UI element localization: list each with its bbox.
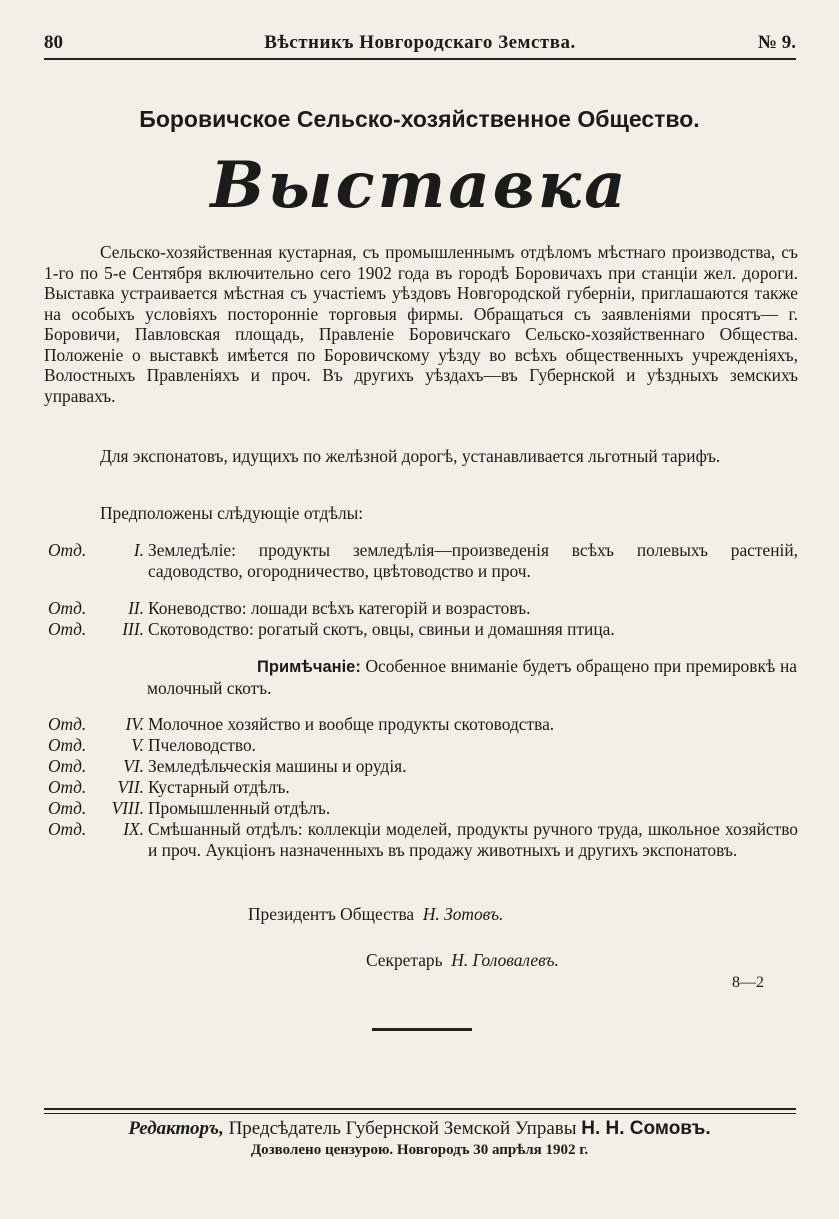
editor-line <box>0 1118 839 1140</box>
note-label: Примѣчаніе: <box>257 658 361 676</box>
section-text: Земледѣліе: продукты земледѣлія—произведенія всѣхъ полевыхъ растеній, садоводство, огородничество, цвѣтоводство и проч. <box>148 540 798 581</box>
section-7 <box>44 777 798 798</box>
section-3 <box>44 619 798 640</box>
section-5 <box>44 735 798 756</box>
section-label: Отд. <box>48 777 87 797</box>
section-text: Скотоводство: рогатый скотъ, овцы, свиньи и домашняя птица. <box>148 619 615 639</box>
section-number: V. <box>131 735 144 755</box>
section-number: VI. <box>123 756 144 776</box>
section-8 <box>44 798 798 819</box>
footer-rule <box>44 1108 796 1110</box>
exhibition-title: Выставка <box>210 148 629 223</box>
president-signature <box>248 904 503 925</box>
paragraph-sections-intro <box>44 503 798 524</box>
section-label: Отд. <box>48 598 87 618</box>
page-number: 80 <box>44 32 63 53</box>
section-text: Земледѣльческія машины и орудія. <box>148 756 407 776</box>
censorship-line: Дозволено цензурою. Новгородъ 30 апрѣля 1902 г. <box>250 1142 589 1158</box>
footer-rule-thin <box>44 1113 796 1114</box>
section-number: II. <box>128 598 144 618</box>
section-number: I. <box>133 540 144 560</box>
note-text: Особенное вниманіе будетъ обращено при премировкѣ на молочный скотъ. <box>147 656 797 698</box>
section-label: Отд. <box>48 714 87 734</box>
section-text: Промышленный отдѣлъ. <box>148 798 331 818</box>
section-9 <box>44 819 798 860</box>
section-label: Отд. <box>48 819 87 839</box>
section-label: Отд. <box>48 619 87 639</box>
header-rule <box>44 58 796 60</box>
section-divider <box>372 1028 472 1031</box>
issue-number: № 9. <box>757 32 796 53</box>
section-1 <box>44 540 798 581</box>
president-name: Н. Зотовъ. <box>422 904 504 924</box>
section-number: IV. <box>125 714 144 734</box>
section-6 <box>44 756 798 777</box>
section-text: Пчеловодство. <box>148 735 256 755</box>
section-number: VIII. <box>111 798 144 818</box>
secretary-name: Н. Головалевъ. <box>451 950 559 970</box>
paragraph-tariff-text: Для экспонатовъ, идущихъ по желѣзной дорогѣ, устанавливается льготный тарифъ. <box>100 446 721 466</box>
organization-title: Боровичское Сельско-хозяйственное Общество. <box>139 106 700 132</box>
editor-label: Редакторъ, <box>128 1118 224 1139</box>
editor-name: Н. Н. Сомовъ. <box>581 1118 711 1139</box>
section-label: Отд. <box>48 798 87 818</box>
section-label: Отд. <box>48 756 87 776</box>
section-label: Отд. <box>48 735 87 755</box>
print-reference: 8—2 <box>732 974 764 991</box>
secretary-role: Секретарь <box>366 950 443 970</box>
section-text: Смѣшанный отдѣлъ: коллекціи моделей, продукты ручного труда, школьное хозяйство и проч. Аукціонъ назначенныхъ въ продажу животныхъ и другихъ экспонатовъ. <box>148 819 798 860</box>
paragraph-announcement <box>44 242 798 406</box>
section-text: Кустарный отдѣлъ. <box>148 777 290 797</box>
secretary-signature <box>366 950 559 971</box>
president-role: Президентъ Общества <box>248 904 415 924</box>
section-number: VII. <box>117 777 144 797</box>
journal-title: Вѣстникъ Новгородскаго Земства. <box>264 32 576 53</box>
note <box>147 656 797 698</box>
section-number: IX. <box>123 819 144 839</box>
section-number: III. <box>122 619 144 639</box>
section-4 <box>44 714 798 735</box>
paragraph-announcement-text: Сельско-хозяйственная кустарная, съ промышленнымъ отдѣломъ мѣстнаго производства, съ 1-го по 5-е Сентября включительно сего 1902 года въ городѣ Боровичахъ при станціи жел. дороги. Выставка устраивается мѣстная съ участіемъ уѣздовъ Новгородской губерніи, приглашаются также на особыхъ условіяхъ посторонніе торговыя фирмы. Обращаться съ заявленіями просятъ— г. Боровичи, Павловская площадь, Правленіе Боровичскаго Сельско-хозяйственнаго Общества. Положеніе о выставкѣ имѣется по Боровичскому уѣзду во всѣхъ общественныхъ учрежденіяхъ, Волостныхъ Правленіяхъ и проч. Въ другихъ уѣздахъ—въ Губернской и уѣздныхъ земскихъ управахъ. <box>44 242 798 406</box>
section-text: Коневодство: лошади всѣхъ категорій и возрастовъ. <box>148 598 531 618</box>
paragraph-sections-intro-text: Предположены слѣдующіе отдѣлы: <box>100 503 364 523</box>
section-2 <box>44 598 798 619</box>
running-header <box>44 32 796 58</box>
editor-text: Предсѣдатель Губернской Земской Управы <box>228 1118 577 1139</box>
paragraph-tariff <box>44 446 798 467</box>
section-text: Молочное хозяйство и вообще продукты скотоводства. <box>148 714 555 734</box>
section-label: Отд. <box>48 540 87 560</box>
